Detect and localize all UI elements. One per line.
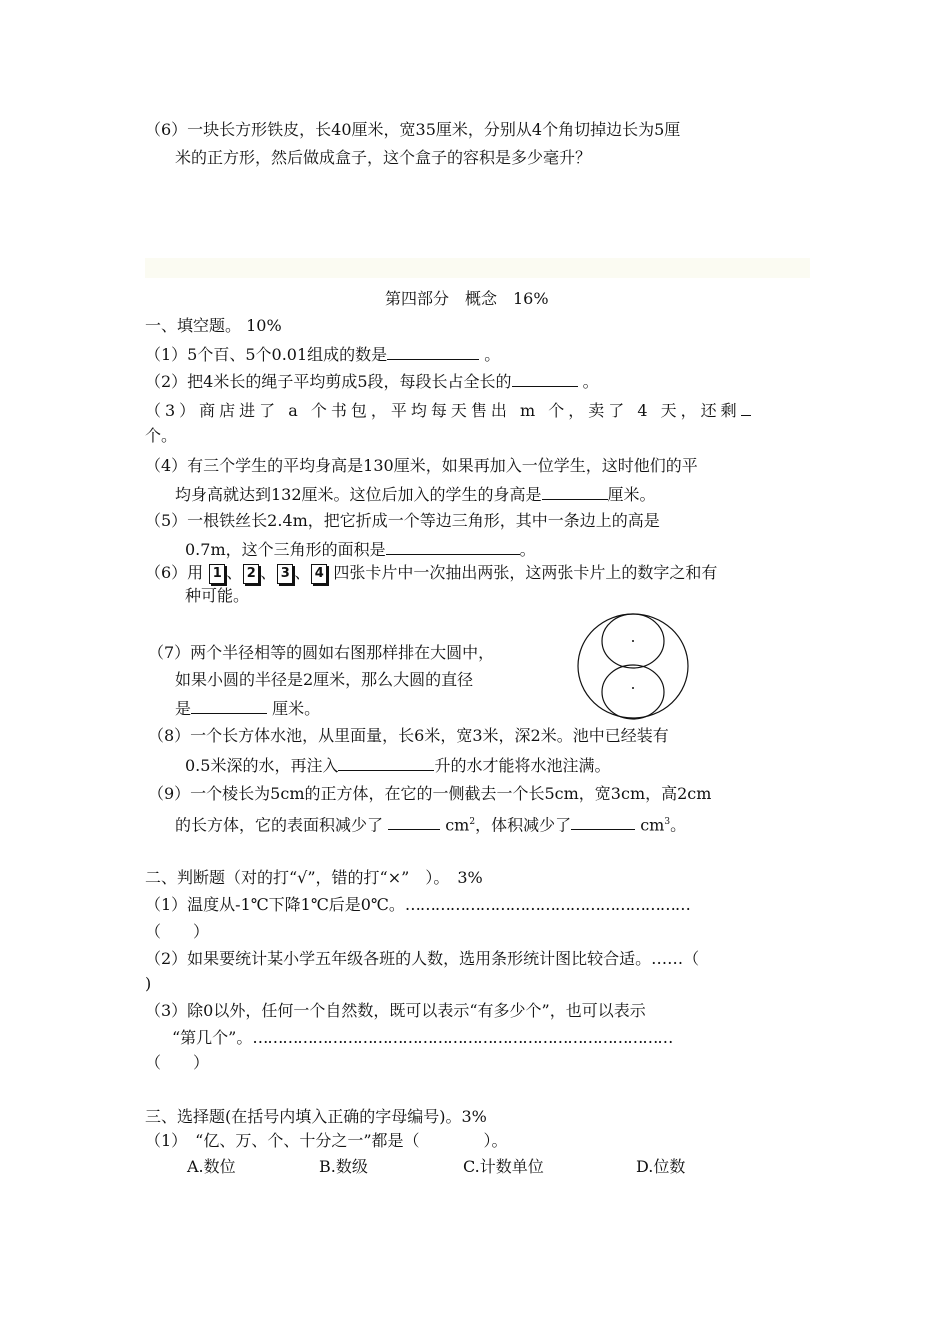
unit-cm: cm [640, 815, 665, 835]
problem-6-line-2: 米的正方形，然后做成盒子，这个盒子的容积是多少毫升？ [175, 148, 592, 167]
fill-q2-blank[interactable] [512, 370, 578, 387]
fill-q5-line-1: （5）一根铁丝长2.4m，把它折成一个等边三角形，其中一条边上的高是 [145, 511, 660, 530]
card-2: 2 [243, 564, 259, 584]
judge-q1-answer[interactable]: （ ） [145, 922, 210, 941]
unit-sup: 3 [664, 817, 671, 827]
large-circle [578, 614, 688, 718]
leader-dots: ………………………………………………………………………… [252, 1028, 673, 1047]
choice-option-c: C.计数单位 [463, 1157, 544, 1176]
fill-q9-end: 。 [670, 815, 687, 835]
fill-q7-end: 厘米。 [272, 699, 321, 718]
center-dot-top [632, 640, 634, 642]
fill-q3-line-1 [145, 399, 810, 421]
fill-q2-text: （2）把4米长的绳子平均剪成5段，每段长占全长的 [145, 372, 512, 391]
fill-q6-prefix: （6）用 [145, 563, 204, 582]
fill-q3-text: （3）商店进了 a 个书包，平均每天售出 m 个，卖了 4 天，还剩 [145, 401, 741, 420]
fill-heading: 一、填空题。 10% [145, 316, 282, 335]
fill-q5-blank[interactable] [386, 538, 520, 555]
fill-q9-line-1: （9）一个棱长为5cm的正方体，在它的一侧截去一个长5cm，宽3cm，高2cm [148, 784, 712, 803]
small-circle-bottom [602, 665, 664, 719]
fill-q9-text: 的长方体，它的表面积减少了 [175, 815, 384, 835]
choice-option-a: A.数位 [187, 1157, 236, 1176]
fill-q2 [145, 370, 599, 392]
fill-q4-blank[interactable] [542, 483, 608, 500]
fill-q5-end: 。 [519, 540, 536, 559]
fill-q7-text: 是 [175, 699, 192, 718]
fill-q7-line-2: 如果小圆的半径是2厘米，那么大圆的直径 [175, 670, 474, 689]
fill-q8-line-1: （8）一个长方体水池，从里面量，长6米，宽3米，深2米。池中已经装有 [148, 726, 669, 745]
card-sep: 、 [260, 563, 277, 582]
judge-heading: 二、判断题（对的打“√”，错的打“×” ）。 3% [145, 868, 483, 887]
section-divider [145, 258, 810, 278]
fill-q6-line-1 [145, 563, 717, 584]
fill-q1-text: （1）5个百、5个0.01组成的数是 [145, 345, 388, 364]
problem-6-line-1: （6）一块长方形铁皮，长40厘米，宽35厘米，分别从4个角切掉边长为5厘 [145, 120, 681, 139]
fill-q4-text: 均身高就达到132厘米。这位后加入的学生的身高是 [175, 485, 542, 504]
circles-figure [574, 610, 692, 722]
judge-q2-answer[interactable]: ) [145, 974, 152, 993]
fill-q5-text: 0.7m，这个三角形的面积是 [185, 540, 386, 559]
fill-q7-blank[interactable] [191, 697, 267, 714]
center-dot-bottom [632, 687, 634, 689]
unit-cm: cm [445, 815, 470, 835]
card-sep: 、 [226, 563, 243, 582]
fill-q8-line-2 [185, 754, 610, 776]
card-sep: 、 [294, 563, 311, 582]
choice-option-d: D.位数 [636, 1157, 686, 1176]
judge-q3-line-2 [172, 1028, 672, 1048]
leader-dots: ………………………………………………… [404, 895, 690, 914]
judge-q1-text: （1）温度从-1℃下降1℃后是0℃。 [145, 895, 405, 914]
judge-q3-line-1: （3）除0以外，任何一个自然数，既可以表示“有多少个”，也可以表示 [145, 1001, 646, 1020]
fill-q8-blank[interactable] [338, 754, 434, 771]
fill-q6-text: 四张卡片中一次抽出两张，这两张卡片上的数字之和有 [333, 563, 718, 582]
fill-q4-line-1: （4）有三个学生的平均身高是130厘米，如果再加入一位学生，这时他们的平 [145, 456, 698, 475]
part4-title: 第四部分 概念 16% [385, 289, 549, 308]
fill-q1-end: 。 [484, 345, 501, 364]
choice-option-b: B.数级 [319, 1157, 368, 1176]
fill-q9-text-2: ，体积减少了 [475, 815, 572, 835]
fill-q1-blank[interactable] [387, 343, 479, 360]
judge-q3-text: “第几个”。 [172, 1028, 253, 1047]
fill-q8-end: 升的水才能将水池注满。 [434, 756, 611, 775]
fill-q9-line-2 [175, 812, 686, 835]
fill-q7-line-3 [175, 697, 320, 719]
judge-q1-line-1 [145, 895, 690, 915]
fill-q9-blank-area[interactable] [388, 813, 440, 830]
choice-heading: 三、选择题(在括号内填入正确的字母编号)。3% [145, 1107, 487, 1126]
fill-q1 [145, 343, 500, 365]
judge-q2-line-1: （2）如果要统计某小学五年级各班的人数，选用条形统计图比较合适。……（ [145, 949, 700, 968]
fill-q4-line-2 [175, 483, 656, 505]
judge-q3-answer[interactable]: （ ） [145, 1053, 210, 1072]
fill-q7-line-1: （7）两个半径相等的圆如右图那样排在大圆中， [148, 643, 495, 662]
card-4: 4 [311, 564, 327, 584]
card-3: 3 [277, 564, 293, 584]
fill-q2-end: 。 [582, 372, 599, 391]
fill-q3-line-2: 个。 [145, 426, 178, 445]
fill-q5-line-2 [185, 538, 536, 560]
fill-q3-blank[interactable] [741, 399, 751, 416]
fill-q9-blank-volume[interactable] [571, 813, 635, 830]
card-1: 1 [209, 564, 225, 584]
fill-q4-end: 厘米。 [607, 485, 656, 504]
choice-q1: （1） “亿、万、个、十分之一”都是（ ）。 [145, 1131, 508, 1150]
unit-sup: 2 [469, 817, 476, 827]
fill-q8-text: 0.5米深的水，再注入 [185, 756, 339, 775]
fill-q6-line-2: 种可能。 [185, 586, 250, 605]
